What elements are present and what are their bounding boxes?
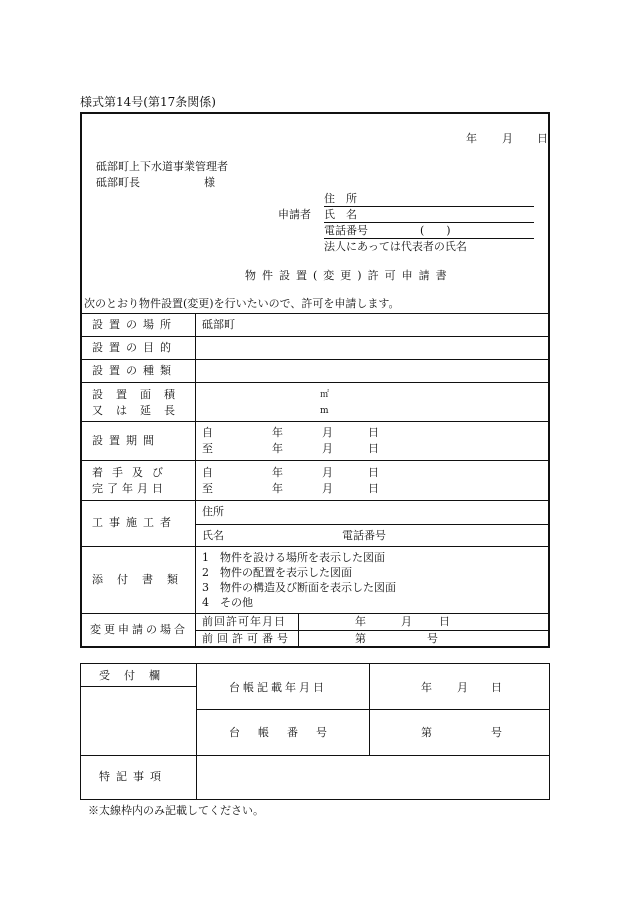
contractor-name-field[interactable] xyxy=(196,525,548,546)
prev-no-go: 号 xyxy=(427,632,438,645)
purpose-field[interactable] xyxy=(196,337,548,359)
place-field[interactable] xyxy=(196,314,548,336)
applicant-label: 申請者 xyxy=(278,208,311,221)
ledger-year: 年 xyxy=(421,681,432,694)
start-from: 自 xyxy=(202,466,213,479)
ledger-day: 日 xyxy=(491,681,502,694)
applicant-address-field[interactable] xyxy=(324,192,534,206)
applicant-name-field[interactable] xyxy=(324,208,534,222)
area-unit-m: m xyxy=(320,406,329,416)
applicant-phone-paren: ( ) xyxy=(420,224,451,237)
place-label: 設置の場所 xyxy=(92,318,177,331)
area-unit-sqm: ㎡ xyxy=(320,390,330,400)
kind-field[interactable] xyxy=(196,360,548,382)
office-use-box xyxy=(80,663,550,800)
period-from-month: 月 xyxy=(322,426,333,439)
prev-month: 月 xyxy=(401,615,412,628)
prev-day: 日 xyxy=(439,615,450,628)
applicant-corp-note: 法人にあっては代表者の氏名 xyxy=(324,240,467,253)
start-day: 日 xyxy=(368,466,379,479)
start-end-label-2: 完了年月日 xyxy=(92,482,167,495)
ledger-date-label: 台帳記載年月日 xyxy=(229,681,327,694)
period-to-year: 年 xyxy=(272,442,283,455)
ledger-no-label: 台帳番号 xyxy=(229,726,345,739)
contractor-address-label: 住所 xyxy=(202,505,224,518)
period-field[interactable] xyxy=(196,422,548,460)
period-label: 設置期間 xyxy=(92,434,160,447)
receipt-label: 受付欄 xyxy=(99,669,174,682)
period-to-month: 月 xyxy=(322,442,333,455)
period-from-year: 年 xyxy=(272,426,283,439)
addressee-sama: 様 xyxy=(204,176,215,189)
area-label-1: 設置面積 xyxy=(92,388,188,401)
attachment-item: 1 物件を設ける場所を表示した図面 xyxy=(202,551,385,564)
place-value: 砥部町 xyxy=(202,318,235,331)
footnote: ※太線枠内のみ記載してください。 xyxy=(88,804,264,817)
period-from: 自 xyxy=(202,426,213,439)
prev-no-dai: 第 xyxy=(355,632,366,645)
ledger-no-dai: 第 xyxy=(421,726,432,739)
applicant-phone-label: 電話番号 xyxy=(324,224,368,237)
change-label: 変更申請の場合 xyxy=(90,623,188,636)
applicant-address-label: 住 所 xyxy=(324,192,357,205)
end-year: 年 xyxy=(272,482,283,495)
contractor-label: 工事施工者 xyxy=(92,516,177,529)
date-day-label: 日 xyxy=(537,132,548,145)
purpose-label: 設置の目的 xyxy=(92,341,177,354)
period-to: 至 xyxy=(202,442,213,455)
prev-date-label: 前回許可年月日 xyxy=(202,615,286,628)
prev-no-label: 前回許可番号 xyxy=(202,632,292,645)
date-year-label: 年 xyxy=(466,132,477,145)
prev-year: 年 xyxy=(355,615,366,628)
start-year: 年 xyxy=(272,466,283,479)
attachment-item: 2 物件の配置を表示した図面 xyxy=(202,566,352,579)
applicant-phone-field[interactable] xyxy=(324,224,534,238)
applicant-name-label: 氏 名 xyxy=(324,208,357,221)
attachment-item: 4 その他 xyxy=(202,596,253,609)
end-to: 至 xyxy=(202,482,213,495)
attachments-list xyxy=(196,547,548,613)
start-end-label-1: 着手及び xyxy=(92,466,172,479)
form-number-label: 様式第14号(第17条関係) xyxy=(80,95,216,109)
date-month-label: 月 xyxy=(502,132,513,145)
ledger-no-go: 号 xyxy=(491,726,502,739)
period-from-day: 日 xyxy=(368,426,379,439)
area-label-2: 又は延長 xyxy=(92,404,188,417)
attachments-label: 添付書類 xyxy=(92,573,192,586)
addressee-line1: 砥部町上下水道事業管理者 xyxy=(96,160,228,173)
attachment-item: 3 物件の構造及び断面を表示した図面 xyxy=(202,581,396,594)
period-to-day: 日 xyxy=(368,442,379,455)
ledger-month: 月 xyxy=(457,681,468,694)
end-day: 日 xyxy=(368,482,379,495)
start-end-field[interactable] xyxy=(196,461,548,500)
addressee-line2: 砥部町長 xyxy=(96,176,140,189)
remarks-label: 特記事項 xyxy=(99,770,167,783)
kind-label: 設置の種類 xyxy=(92,364,177,377)
contractor-address-field[interactable] xyxy=(196,501,548,524)
prev-no-field[interactable] xyxy=(299,631,548,646)
area-field[interactable] xyxy=(196,383,548,421)
contractor-name-label: 氏名 xyxy=(202,529,224,542)
end-month: 月 xyxy=(322,482,333,495)
document-title: 物件設置(変更)許可申請書 xyxy=(245,269,453,282)
start-month: 月 xyxy=(322,466,333,479)
application-form-box xyxy=(80,112,550,648)
prev-date-field[interactable] xyxy=(299,614,548,630)
contractor-phone-label: 電話番号 xyxy=(342,529,386,542)
intro-text: 次のとおり物件設置(変更)を行いたいので、許可を申請します。 xyxy=(84,297,400,310)
